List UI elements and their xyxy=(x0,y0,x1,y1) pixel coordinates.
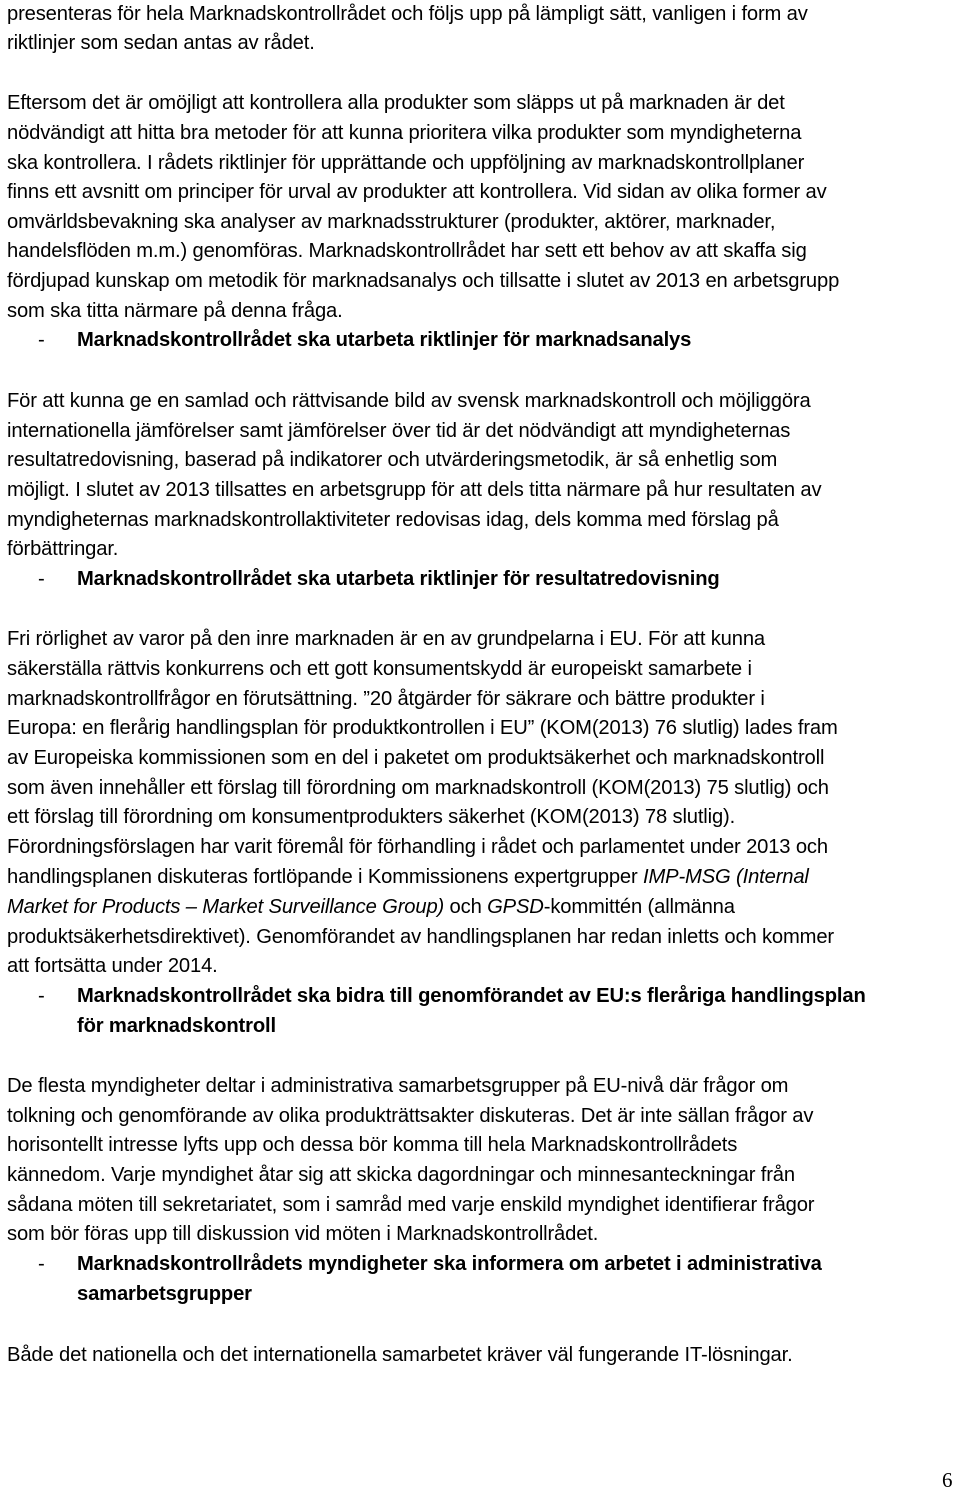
paragraph-3-line-1: För att kunna ge en samlad och rättvisande bild av svensk marknadskontroll och möjliggöra xyxy=(7,390,811,412)
paragraph-2-line-4: finns ett avsnitt om principer för urval av produkter att kontrollera. Vid sidan av olika former av xyxy=(7,181,827,203)
paragraph-3-line-4: möjligt. I slutet av 2013 tillsattes en arbetsgrupp för att dels titta närmare på hur resultaten av xyxy=(7,479,822,501)
line-text: och xyxy=(444,896,488,918)
bullet-text-line-1: Marknadskontrollrådets myndigheter ska informera om arbetet i administrativa xyxy=(77,1253,822,1275)
italic-term: Market for Products – Market Surveillance Group) xyxy=(7,896,445,918)
paragraph-2-line-8: som ska titta närmare på denna fråga. xyxy=(7,300,343,322)
page-number: 6 xyxy=(942,1468,953,1492)
paragraph-1-line-2: riktlinjer som sedan antas av rådet. xyxy=(7,32,315,54)
italic-term: IMP-MSG (Internal xyxy=(643,866,809,888)
bullet-text-line-1: Marknadskontrollrådet ska bidra till genomförandet av EU:s fleråriga handlingsplan xyxy=(77,985,866,1007)
paragraph-1-line-1: presenteras för hela Marknadskontrollrådet och följs upp på lämpligt sätt, vanligen i form av xyxy=(7,3,808,25)
paragraph-3-line-5: myndigheternas marknadskontrollaktiviteter redovisas idag, dels komma med förslag på xyxy=(7,509,779,531)
paragraph-5-line-5: sådana möten till sekretariatet, som i samråd med varje enskild myndighet identifierar frågor xyxy=(7,1194,815,1216)
paragraph-4-line-1: Fri rörlighet av varor på den inre marknaden är en av grundpelarna i EU. För att kunna xyxy=(7,628,765,650)
paragraph-4-line-7: ett förslag till förordning om konsumentprodukters säkerhet (KOM(2013) 78 slutlig). xyxy=(7,806,736,828)
paragraph-2-line-1: Eftersom det är omöjligt att kontrollera alla produkter som släpps ut på marknaden är det xyxy=(7,92,785,114)
line-text: handlingsplanen diskuteras fortlöpande i Kommissionens expertgrupper xyxy=(7,866,644,888)
line-text: -kommittén (allmänna xyxy=(543,896,735,918)
paragraph-4-line-4: Europa: en flerårig handlingsplan för produktkontrollen i EU” (KOM(2013) 76 slutlig) lades fram xyxy=(7,717,838,739)
paragraph-4-line-2: säkerställa rättvis konkurrens och ett gott konsumentskydd är europeiskt samarbete i xyxy=(7,658,752,680)
paragraph-5-line-2: tolkning och genomförande av olika produkträttsakter diskuteras. Det är inte sällan frågor av xyxy=(7,1105,814,1127)
paragraph-4-line-9 xyxy=(7,865,953,889)
bullet-dash: - xyxy=(38,1253,45,1275)
bullet-text: Marknadskontrollrådet ska utarbeta riktlinjer för resultatredovisning xyxy=(77,568,720,590)
paragraph-2-line-3: ska kontrollera. I rådets riktlinjer för upprättande och uppföljning av marknadskontrollplaner xyxy=(7,152,805,174)
paragraph-4-line-3: marknadskontrollfrågor en förutsättning. ”20 åtgärder för säkrare och bättre produkter i xyxy=(7,688,765,710)
paragraph-4-line-12: att fortsätta under 2014. xyxy=(7,955,218,977)
bullet-dash: - xyxy=(38,329,45,351)
bullet-dash: - xyxy=(38,568,45,590)
paragraph-5-line-3: horisontellt intresse lyfts upp och dessa bör komma till hela Marknadskontrollrådets xyxy=(7,1134,738,1156)
paragraph-3-line-6: förbättringar. xyxy=(7,538,119,560)
bullet-text: Marknadskontrollrådet ska utarbeta riktlinjer för marknadsanalys xyxy=(77,329,692,351)
bullet-text-line-2: för marknadskontroll xyxy=(77,1015,276,1037)
paragraph-3-line-3: resultatredovisning, baserad på indikatorer och utvärderingsmetodik, är så enhetlig som xyxy=(7,449,778,471)
italic-term: GPSD xyxy=(487,896,544,918)
paragraph-2-line-7: fördjupad kunskap om metodik för marknadsanalys och tillsatte i slutet av 2013 en arbetsgrupp xyxy=(7,270,840,292)
paragraph-2-line-6: handelsflöden m.m.) genomföras. Marknadskontrollrådet har sett ett behov av att skaffa sig xyxy=(7,240,807,262)
bullet-dash: - xyxy=(38,985,45,1007)
paragraph-5-line-4: kännedom. Varje myndighet åtar sig att skicka dagordningar och minnesanteckningar från xyxy=(7,1164,795,1186)
paragraph-6-line-1: Både det nationella och det internationella samarbetet kräver väl fungerande IT-lösningar. xyxy=(7,1344,793,1366)
bullet-text-line-2: samarbetsgrupper xyxy=(77,1283,252,1305)
paragraph-4-line-8: Förordningsförslagen har varit föremål för förhandling i rådet och parlamentet under 2013 och xyxy=(7,836,828,858)
paragraph-4-line-5: av Europeiska kommissionen som en del i paketet om produktsäkerhet och marknadskontroll xyxy=(7,747,825,769)
paragraph-5-line-1: De flesta myndigheter deltar i administrativa samarbetsgrupper på EU-nivå där frågor om xyxy=(7,1075,789,1097)
paragraph-2-line-2: nödvändigt att hitta bra metoder för att kunna prioritera vilka produkter som myndigheterna xyxy=(7,122,802,144)
paragraph-4-line-11: produktsäkerhetsdirektivet). Genomförandet av handlingsplanen har redan inletts och kommer xyxy=(7,926,834,948)
paragraph-4-line-6: som även innehåller ett förslag till förordning om marknadskontroll (KOM(2013) 75 slutlig) och xyxy=(7,777,829,799)
paragraph-5-line-6: som bör föras upp till diskussion vid möten i Marknadskontrollrådet. xyxy=(7,1223,599,1245)
paragraph-2-line-5: omvärldsbevakning ska analyser av marknadsstrukturer (produkter, aktörer, marknader, xyxy=(7,211,776,233)
paragraph-4-line-10 xyxy=(7,895,953,919)
paragraph-3-line-2: internationella jämförelser samt jämförelser över tid är det nödvändigt att myndigheternas xyxy=(7,420,791,442)
